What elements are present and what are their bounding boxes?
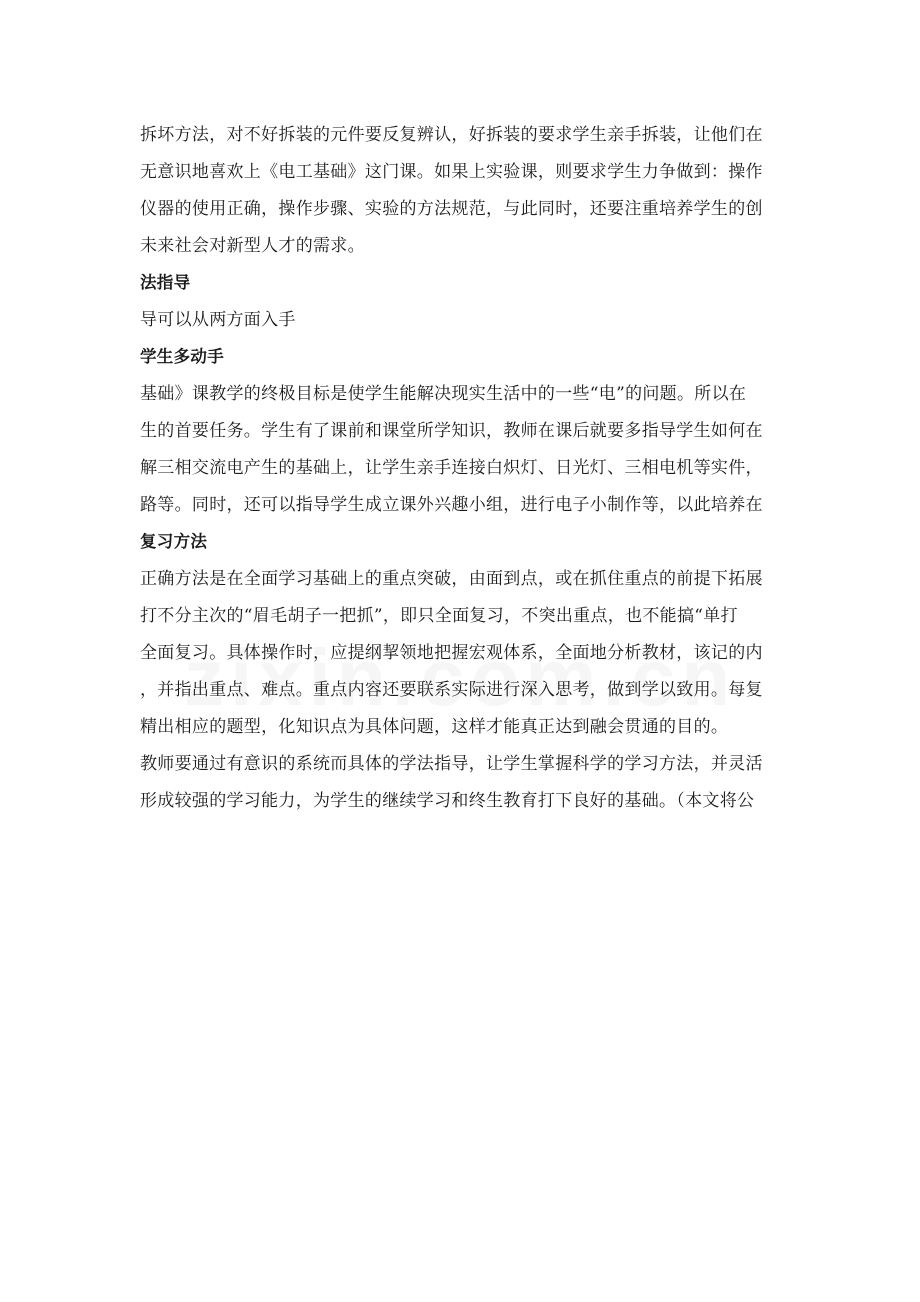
paragraph-line: 打不分主次的“眉毛胡子一把抓”，即只全面复习，不突出重点，也不能搞“单打 xyxy=(140,606,738,626)
paragraph-line: 解三相交流电产生的基础上，让学生亲手连接白炽灯、日光灯、三相电机等实件， xyxy=(140,458,763,478)
paragraph-line: 形成较强的学习能力，为学生的继续学习和终生教育打下良好的基础。（本文将公 xyxy=(140,791,755,811)
paragraph-line: 基础》课教学的终极目标是使学生能解决现实生活中的一些“电”的问题。所以在 xyxy=(140,384,747,404)
paragraph-line: 路等。同时，还可以指导学生成立课外兴趣小组，进行电子小制作等，以此培养在 xyxy=(140,495,763,515)
paragraph-line: 未来社会对新型人才的需求。 xyxy=(140,236,365,256)
section-heading: 学生多动手 xyxy=(140,347,224,366)
paragraph-line: 正确方法是在全面学习基础上的重点突破，由面到点，或在抓住重点的前提下拓展 xyxy=(140,569,763,589)
paragraph-line: ，并指出重点、难点。重点内容还要联系实际进行深入思考，做到学以致用。每复 xyxy=(140,680,763,700)
paragraph-line: 精出相应的题型，化知识点为具体问题，这样才能真正达到融会贯通的目的。 xyxy=(140,717,729,737)
document-body xyxy=(140,118,783,818)
paragraph-line: 拆坏方法，对不好拆装的元件要反复辨认，好拆装的要求学生亲手拆装，让他们在 xyxy=(140,125,763,145)
paragraph-line: 导可以从两方面入手 xyxy=(140,310,296,330)
paragraph-line: 全面复习。具体操作时，应提纲挈领地把握宏观体系，全面地分析教材，该记的内 xyxy=(140,643,763,663)
paragraph-line: 仪器的使用正确，操作步骤、实验的方法规范，与此同时，还要注重培养学生的创 xyxy=(140,199,763,219)
section-heading: 法指导 xyxy=(140,273,191,292)
paragraph-line: 生的首要任务。学生有了课前和课堂所学知识，教师在课后就要多指导学生如何在 xyxy=(140,421,763,441)
paragraph-line: 教师要通过有意识的系统而具体的学法指导，让学生掌握科学的学习方法，并灵活 xyxy=(140,754,763,774)
paragraph-line: 无意识地喜欢上《电工基础》这门课。如果上实验课，则要求学生力争做到：操作 xyxy=(140,162,763,182)
section-heading: 复习方法 xyxy=(140,532,208,551)
